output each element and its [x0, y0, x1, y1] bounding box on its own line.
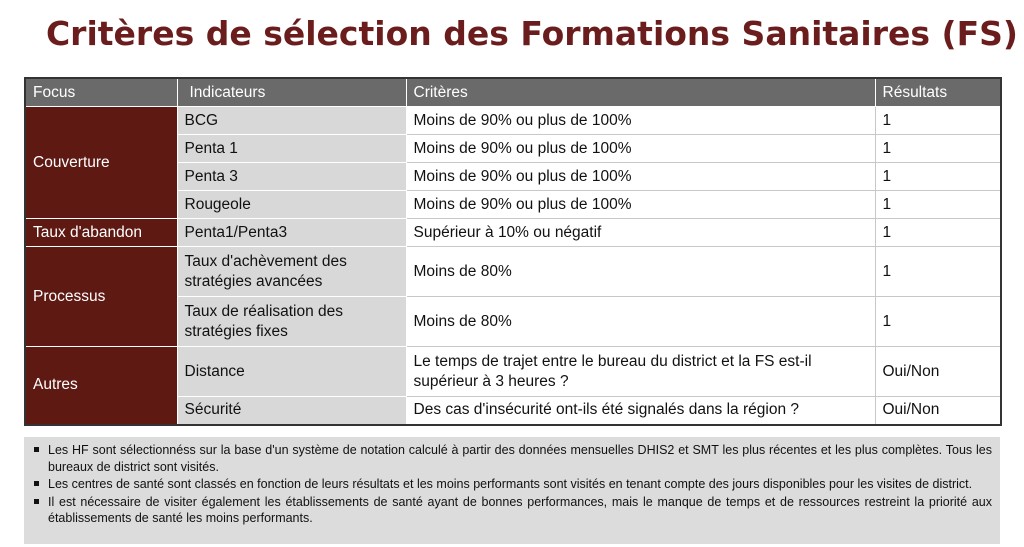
- bullet-icon: [34, 447, 39, 452]
- page-title: Critères de sélection des Formations Sanitaires (FS): [45, 14, 1019, 53]
- bullet-icon: [34, 481, 39, 486]
- bullet-icon: [34, 499, 39, 504]
- table-row: [25, 247, 1001, 297]
- header-focus: Focus: [25, 78, 177, 107]
- criterion-cell: Moins de 80%: [406, 247, 875, 297]
- result-cell: 1: [875, 135, 1001, 163]
- notes-box: [24, 437, 1000, 544]
- notes-list: [32, 442, 992, 527]
- note-item: [32, 476, 992, 493]
- focus-cell: Couverture: [25, 107, 177, 219]
- focus-cell: Taux d'abandon: [25, 219, 177, 247]
- indicator-cell: BCG: [177, 107, 406, 135]
- note-text: Il est nécessaire de visiter également les établissements de santé ayant de bonnes performances, mais le manque de temps et de ressources restreint la priorité aux établissements de santé les moins performants.: [48, 494, 992, 525]
- indicator-cell: Taux d'achèvement des stratégies avancées: [177, 247, 406, 297]
- result-cell: 1: [875, 219, 1001, 247]
- header-resultats: Résultats: [875, 78, 1001, 107]
- indicator-cell: Penta1/Penta3: [177, 219, 406, 247]
- table-header-row: [25, 78, 1001, 107]
- result-cell: 1: [875, 247, 1001, 297]
- result-cell: 1: [875, 163, 1001, 191]
- criterion-cell: Moins de 90% ou plus de 100%: [406, 135, 875, 163]
- table-row: [25, 219, 1001, 247]
- result-cell: Oui/Non: [875, 397, 1001, 425]
- note-text: Les centres de santé sont classés en fonction de leurs résultats et les moins performants sont visités en tenant compte des jours disponibles pour les visites de district.: [48, 477, 973, 491]
- note-item: [32, 494, 992, 527]
- header-indicateurs: Indicateurs: [177, 78, 406, 107]
- result-cell: 1: [875, 297, 1001, 347]
- table-row: [25, 107, 1001, 135]
- indicator-cell: Rougeole: [177, 191, 406, 219]
- note-text: Les HF sont sélectionnéss sur la base d'un système de notation calculé à partir des données mensuelles DHIS2 et SMT les plus récentes et les plus complètes. Tous les bureaux de district sont visités.: [48, 443, 992, 474]
- criteria-table: [24, 77, 1002, 426]
- criterion-cell: Supérieur à 10% ou négatif: [406, 219, 875, 247]
- criterion-cell: Le temps de trajet entre le bureau du district et la FS est-il supérieur à 3 heures ?: [406, 347, 875, 397]
- result-cell: 1: [875, 107, 1001, 135]
- result-cell: 1: [875, 191, 1001, 219]
- note-item: [32, 442, 992, 475]
- indicator-cell: Penta 1: [177, 135, 406, 163]
- criterion-cell: Moins de 90% ou plus de 100%: [406, 163, 875, 191]
- criterion-cell: Moins de 90% ou plus de 100%: [406, 107, 875, 135]
- focus-cell: Autres: [25, 347, 177, 425]
- indicator-cell: Distance: [177, 347, 406, 397]
- result-cell: Oui/Non: [875, 347, 1001, 397]
- criterion-cell: Moins de 90% ou plus de 100%: [406, 191, 875, 219]
- indicator-cell: Sécurité: [177, 397, 406, 425]
- criterion-cell: Des cas d'insécurité ont-ils été signalés dans la région ?: [406, 397, 875, 425]
- focus-cell: Processus: [25, 247, 177, 347]
- table-row: [25, 347, 1001, 397]
- criterion-cell: Moins de 80%: [406, 297, 875, 347]
- header-criteres: Critères: [406, 78, 875, 107]
- indicator-cell: Taux de réalisation des stratégies fixes: [177, 297, 406, 347]
- indicator-cell: Penta 3: [177, 163, 406, 191]
